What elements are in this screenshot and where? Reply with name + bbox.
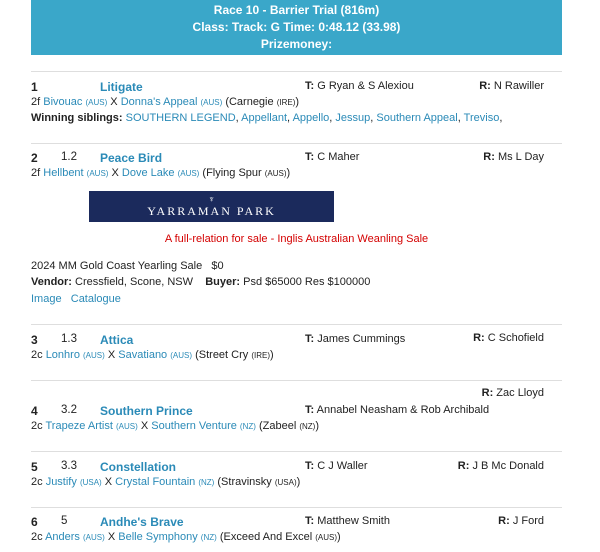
horse-link[interactable]: Litigate <box>100 80 143 94</box>
rider: R: J Ford <box>498 515 544 527</box>
pedigree: 2c Trapeze Artist (AUS) X Southern Venture (NZ) (Zabeel (NZ)) <box>31 420 320 432</box>
runner-position: 6 <box>31 515 38 529</box>
catalogue-link[interactable]: Catalogue <box>70 293 121 305</box>
horse-link[interactable]: Southern Prince <box>100 404 193 418</box>
sire-link[interactable]: Trapeze Artist <box>45 420 113 432</box>
divider <box>31 71 562 72</box>
horse-link[interactable]: Attica <box>100 333 134 347</box>
sale-price: $0 <box>211 260 224 272</box>
sibling-link[interactable]: Treviso <box>463 112 500 124</box>
race-header <box>31 0 562 55</box>
runner-price: 3.3 <box>61 460 77 472</box>
trainer: T: James Cummings <box>305 333 406 345</box>
vendor-buyer: Vendor: Cressfield, Scone, NSW Buyer: Psd $65000 Res $100000 <box>31 276 371 288</box>
runner-price: 1.2 <box>61 151 77 163</box>
race-class-track-time: Class: Track: G Time: 0:48.12 (33.98) <box>192 20 401 34</box>
rider: R: Zac Lloyd <box>481 387 544 399</box>
divider <box>31 324 562 325</box>
sibling-link[interactable]: Jessup <box>335 112 371 124</box>
horse-link[interactable]: Andhe's Brave <box>100 515 184 529</box>
pedigree: 2f Hellbent (AUS) X Dove Lake (AUS) (Flying Spur (AUS)) <box>31 167 291 179</box>
banner-text: YARRAMAN PARK <box>147 204 276 218</box>
sale-info: 2024 MM Gold Coast Yearling Sale $0 <box>31 260 224 272</box>
trainer: T: Annabel Neasham & Rob Archibald <box>305 404 490 416</box>
sibling-link[interactable]: Southern Appeal <box>376 112 458 124</box>
runner-position: 2 <box>31 151 38 165</box>
full-relation-for-sale: A full-relation for sale - Inglis Australian Weanling Sale <box>164 233 429 245</box>
divider <box>31 507 562 508</box>
runner-position: 4 <box>31 404 38 418</box>
sibling-link[interactable]: Appellant <box>241 112 288 124</box>
image-link[interactable]: Image <box>31 293 62 305</box>
sire-link[interactable]: Bivouac <box>43 96 83 108</box>
pedigree: 2f Bivouac (AUS) X Donna's Appeal (AUS) (Carnegie (IRE)) <box>31 96 300 108</box>
dam-link[interactable]: Southern Venture <box>151 420 237 432</box>
dam-link[interactable]: Donna's Appeal <box>120 96 198 108</box>
rider: R: C Schofield <box>473 332 544 344</box>
trainer: T: C J Waller <box>305 460 368 472</box>
winning-siblings: Winning siblings: SOUTHERN LEGEND, Appellant, Appello, Jessup, Southern Appeal, Treviso, <box>31 112 503 124</box>
sire-link[interactable]: Justify <box>45 476 77 488</box>
runner-price: 5 <box>61 515 68 527</box>
runner-position: 5 <box>31 460 38 474</box>
pedigree: 2c Anders (AUS) X Belle Symphony (NZ) (Exceed And Excel (AUS)) <box>31 531 341 543</box>
rider: R: N Rawiller <box>479 80 544 92</box>
buyer: Psd $65000 Res $100000 <box>243 276 371 288</box>
runner-price: 1.3 <box>61 333 77 345</box>
vendor: Cressfield, Scone, NSW <box>75 276 193 288</box>
runner-position: 3 <box>31 333 38 347</box>
race-title: Race 10 - Barrier Trial (816m) <box>213 3 380 17</box>
divider <box>31 451 562 452</box>
runner-position: 1 <box>31 80 38 94</box>
dam-link[interactable]: Savatiano <box>118 349 168 361</box>
sibling-link[interactable]: Appello <box>292 112 330 124</box>
horse-link[interactable]: Constellation <box>100 460 177 474</box>
trainer: T: G Ryan & S Alexiou <box>305 80 414 92</box>
sire-link[interactable]: Hellbent <box>43 167 84 179</box>
divider <box>31 143 562 144</box>
trainer: T: C Maher <box>305 151 360 163</box>
pedigree: 2c Justify (USA) X Crystal Fountain (NZ) (Stravinsky (USA)) <box>31 476 301 488</box>
sale-links <box>31 293 121 305</box>
runner-price: 3.2 <box>61 404 77 416</box>
yarraman-park-banner[interactable] <box>89 191 334 222</box>
rider: R: J B Mc Donald <box>457 460 544 472</box>
rider: R: Ms L Day <box>483 151 544 163</box>
dam-link[interactable]: Dove Lake <box>121 167 175 179</box>
race-prizemoney: Prizemoney: <box>260 37 333 51</box>
sibling-link[interactable]: SOUTHERN LEGEND <box>125 112 236 124</box>
dam-link[interactable]: Belle Symphony <box>118 531 198 543</box>
sire-link[interactable]: Lonhro <box>45 349 80 361</box>
trainer: T: Matthew Smith <box>305 515 390 527</box>
divider <box>31 380 562 381</box>
dam-link[interactable]: Crystal Fountain <box>115 476 196 488</box>
horse-link[interactable]: Peace Bird <box>100 151 163 165</box>
yarraman-logo-icon: ♆ <box>208 194 215 204</box>
pedigree: 2c Lonhro (AUS) X Savatiano (AUS) (Street Cry (IRE)) <box>31 349 274 361</box>
sire-link[interactable]: Anders <box>45 531 80 543</box>
